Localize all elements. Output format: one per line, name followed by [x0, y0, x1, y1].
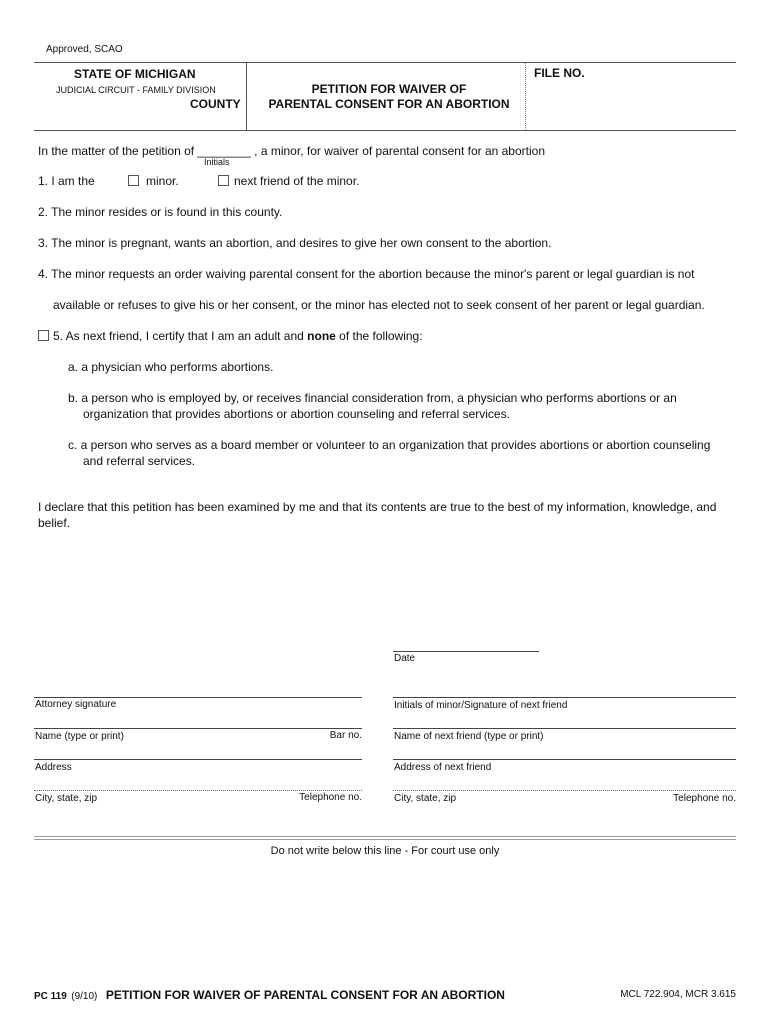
address-next-friend-label: Address of next friend	[394, 762, 492, 773]
footer-form-title: PETITION FOR WAIVER OF PARENTAL CONSENT FOR AN ABORTION	[105, 988, 505, 1002]
minor-checkbox[interactable]	[128, 175, 139, 186]
state-label: STATE OF MICHIGAN	[74, 67, 196, 81]
item5b-line2: organization that provides abortions or abortion counseling and referral services.	[83, 407, 510, 421]
form-code: PC 119	[34, 991, 67, 1002]
form-title-line1: PETITION FOR WAIVER OF	[311, 82, 467, 96]
declaration-line1: I declare that this petition has been examined by me and that its contents are true to the best of my information, knowledge, and	[38, 500, 717, 514]
bar-no-label: Bar no.	[329, 730, 362, 741]
name-print-line[interactable]	[34, 728, 362, 729]
form-title-line2: PARENTAL CONSENT FOR AN ABORTION	[268, 97, 510, 111]
approved-label: Approved, SCAO	[46, 44, 123, 55]
item1-option-next-friend: next friend of the minor.	[234, 174, 360, 188]
header-divider	[246, 62, 247, 130]
item1-prefix: 1. I am the	[38, 174, 95, 188]
name-next-friend-line[interactable]	[393, 728, 736, 729]
court-use-rule-2	[34, 839, 736, 840]
item5-bold: none	[307, 329, 336, 343]
header-divider-dotted	[525, 62, 526, 130]
address-next-friend-line[interactable]	[393, 759, 736, 760]
next-friend-certify-checkbox[interactable]	[38, 330, 49, 341]
name-print-label: Name (type or print)	[35, 731, 124, 742]
item4-line1: 4. The minor requests an order waiving parental consent for the abortion because the minor's parent or legal guardian is not	[38, 267, 695, 281]
header-bottom-rule	[34, 130, 736, 131]
city-left-line[interactable]	[34, 790, 362, 791]
item5	[53, 329, 423, 343]
name-next-friend-label: Name of next friend (type or print)	[394, 731, 544, 742]
telephone-right: Telephone no.	[673, 793, 736, 804]
date-label: Date	[394, 653, 416, 664]
city-state-zip-right: City, state, zip	[394, 793, 457, 804]
matter-prefix: In the matter of the petition of	[38, 144, 195, 158]
court-use-rule-1	[34, 836, 736, 837]
court-use-note: Do not write below this line - For court use only	[270, 845, 500, 857]
item3: 3. The minor is pregnant, wants an abortion, and desires to give her own consent to the abortion.	[38, 236, 552, 250]
item4-line2: available or refuses to give his or her consent, or the minor has elected not to seek consent of her parent or legal guardian.	[53, 298, 705, 312]
form-date: (9/10)	[71, 991, 98, 1002]
county-label: COUNTY	[190, 97, 241, 111]
item5-suffix: of the following:	[339, 329, 423, 343]
statute-reference: MCL 722.904, MCR 3.615	[620, 989, 736, 1000]
date-line[interactable]	[393, 651, 539, 652]
attorney-signature-label: Attorney signature	[35, 699, 117, 710]
address-label: Address	[35, 762, 72, 773]
matter-line	[38, 144, 545, 158]
declaration-line2: belief.	[38, 516, 71, 530]
initials-blank[interactable]: ________	[197, 144, 251, 158]
item1-option-minor: minor.	[146, 174, 179, 188]
matter-suffix: , a minor, for waiver of parental consent for an abortion	[254, 144, 545, 158]
judicial-circuit-label: JUDICIAL CIRCUIT - FAMILY DIVISION	[56, 85, 216, 95]
attorney-signature-line[interactable]	[34, 697, 362, 698]
address-line[interactable]	[34, 759, 362, 760]
telephone-left: Telephone no.	[299, 792, 362, 803]
city-right-line[interactable]	[393, 790, 736, 791]
header-top-rule	[34, 62, 736, 63]
item5c-line2: and referral services.	[83, 454, 196, 468]
next-friend-checkbox[interactable]	[218, 175, 229, 186]
item5b-line1: b. a person who is employed by, or receives financial consideration from, a physician who performs abortions or an	[68, 391, 677, 405]
city-state-zip-left: City, state, zip	[35, 793, 98, 804]
item5-prefix: 5. As next friend, I certify that I am an adult and	[53, 329, 304, 343]
initials-label: Initials	[204, 157, 230, 167]
item5a: a. a physician who performs abortions.	[68, 360, 274, 374]
minor-initials-label: Initials of minor/Signature of next friend	[394, 700, 568, 711]
footer-form-id	[34, 986, 505, 1004]
item2: 2. The minor resides or is found in this county.	[38, 205, 283, 219]
item5c-line1: c. a person who serves as a board member or volunteer to an organization that provides abortions or abortion counseling	[68, 438, 711, 452]
file-no-label: FILE NO.	[534, 66, 585, 80]
minor-initials-line[interactable]	[393, 697, 736, 698]
